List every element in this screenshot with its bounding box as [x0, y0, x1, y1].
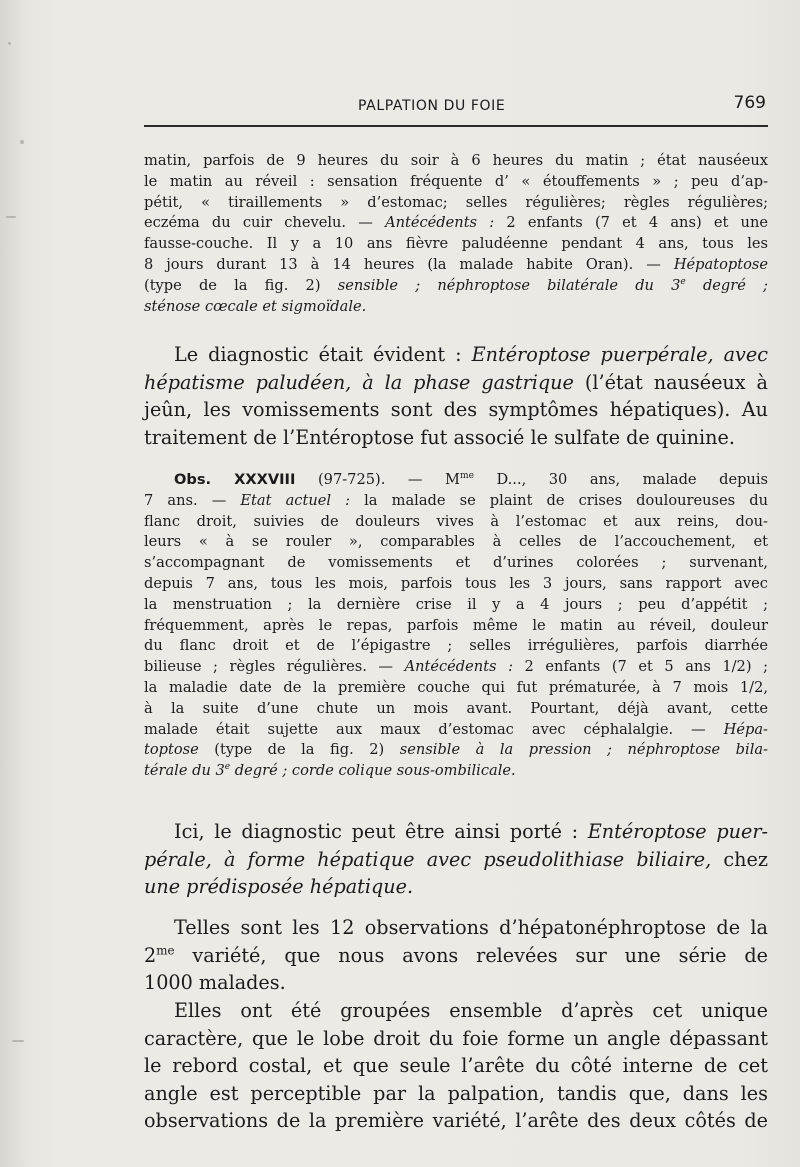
text-line: bilieuse ; règles régulières. — Antécédents : 2 enfants (7 et 5 ans 1/2) ;: [144, 658, 768, 676]
paragraph-observation-xxxviii: [144, 470, 768, 782]
paragraph-case-continuation: [144, 151, 768, 317]
text-line: matin, parfois de 9 heures du soir à 6 heures du matin ; état nauséeux: [144, 152, 768, 169]
text-line: 8 jours durant 13 à 14 heures (la malade habite Oran). — Hépatoptose: [144, 255, 768, 273]
text-line: traitement de l’Entéroptose fut associé le sulfate de quinine.: [144, 425, 735, 449]
page-number: 769: [733, 93, 766, 113]
text-line: flanc droit, suivies de douleurs vives à l’estomac et aux reins, dou-: [144, 512, 768, 530]
text-line: le rebord costal, et que seule l’arête du côté interne de cet: [144, 1054, 768, 1078]
text-line: observations de la première variété, l’arête des deux côtés de: [144, 1109, 768, 1133]
paragraph-diagnosis-2: [144, 818, 768, 901]
text-line: pérale, à forme hépatique avec pseudolithiase biliaire, chez: [144, 847, 768, 871]
scan-speck: [6, 216, 16, 218]
running-header: [144, 92, 768, 122]
text-line: une prédisposée hépatique.: [144, 875, 414, 899]
text-line: Le diagnostic était évident : Entéroptose puerpérale, avec: [174, 343, 768, 366]
text-line: $2^{me}$ variété, que nous avons relevées sur une série de: [144, 943, 768, 967]
text-line: caractère, que le lobe droit du foie forme un angle dépassant: [144, 1026, 768, 1050]
text-line: à la suite d’une chute un mois avant. Pourtant, déjà avant, cette: [144, 699, 768, 717]
text-line: (type de la fig. 2) sensible ; néphroptose bilatérale du 3e degré ;: [144, 276, 768, 294]
scan-speck: [12, 1040, 24, 1042]
text-line: le matin au réveil : sensation fréquente d’ « étouffements » ; peu d’ap-: [144, 172, 768, 190]
paragraph-diagnosis-1: [144, 341, 768, 451]
paragraph-grouping: [144, 997, 768, 1135]
text-line: hépatisme paludéen, à la phase gastrique (l’état nauséeux à: [144, 370, 768, 394]
text-line: la menstruation ; la dernière crise il y a 4 jours ; peu d’appétit ;: [144, 595, 768, 613]
text-line: jeûn, les vomissements sont des symptômes hépatiques). Au: [144, 398, 768, 422]
text-line: Elles ont été groupées ensemble d’après cet unique: [174, 999, 768, 1022]
observation-label: Obs. XXXVIII: [174, 471, 296, 488]
text-line: fréquemment, après le repas, parfois même le matin au réveil, douleur: [144, 616, 768, 634]
text-line: fausse-couche. Il y a 10 ans fièvre paludéenne pendant 4 ans, tous les: [144, 235, 768, 253]
text-line: pétit, « tiraillements » d’estomac; selles régulières; règles régulières;: [144, 193, 768, 211]
scan-speck: [8, 42, 11, 45]
text-line: la maladie date de la première couche qui fut prématurée, à 7 mois 1/2,: [144, 678, 768, 696]
text-line: Telles sont les 12 observations d’hépatonéphroptose de la: [174, 916, 768, 939]
text-line: du flanc droit et de l’épigastre ; selles irrégulières, parfois diarrhée: [144, 637, 768, 655]
text-line: toptose (type de la fig. 2) sensible à la pression ; néphroptose bila-: [144, 741, 768, 759]
text-line: sténose cœcale et sigmoïdale.: [144, 297, 367, 315]
text-line: Obs. XXXVIII (97-725). — $M^{me}$ D..., 30 ans, malade depuis: [174, 471, 768, 488]
text-line: depuis 7 ans, tous les mois, parfois tous les 3 jours, sans rapport avec: [144, 574, 768, 592]
text-line: térale du 3e degré ; corde colique sous-ombilicale.: [144, 762, 516, 780]
running-title: PALPATION DU FOIE: [358, 98, 506, 114]
paragraph-summary: [144, 914, 768, 997]
scan-speck: [20, 140, 24, 144]
text-line: angle est perceptible par la palpation, tandis que, dans les: [144, 1081, 768, 1105]
text-line: 1000 malades.: [144, 971, 286, 995]
text-line: Ici, le diagnostic peut être ainsi porté : Entéroptose puer-: [174, 820, 768, 843]
text-line: 7 ans. — Etat actuel : la malade se plaint de crises douloureuses du: [144, 491, 768, 509]
text-line: malade était sujette aux maux d’estomac avec céphalalgie. — Hépa-: [144, 720, 768, 738]
text-line: s’accompagnant de vomissements et d’urines colorées ; survenant,: [144, 554, 768, 572]
text-line: leurs « à se rouler », comparables à celles de l’accouchement, et: [144, 533, 768, 551]
text-line: eczéma du cuir chevelu. — Antécédents : 2 enfants (7 et 4 ans) et une: [144, 214, 768, 232]
header-rule: [144, 125, 768, 127]
